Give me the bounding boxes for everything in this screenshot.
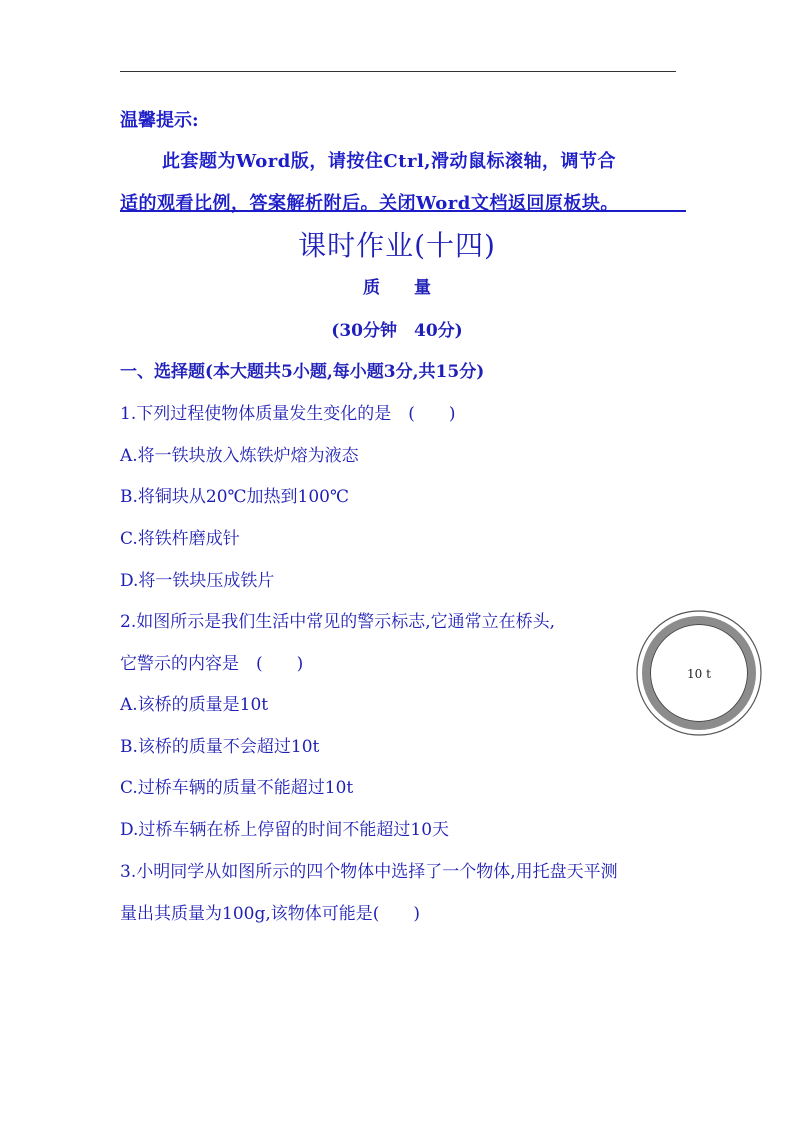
q1-stem: 1.下列过程使物体质量发生变化的是 ( ) — [120, 404, 456, 424]
q1-option-b: B.将铜块从20℃加热到100℃ — [120, 487, 350, 507]
q2-stem-line-2: 它警示的内容是 ( ) — [120, 654, 304, 674]
page-subtitle: 质 量 — [363, 278, 431, 298]
q2-option-a: A.该桥的质量是10t — [120, 695, 269, 715]
tip-line-2: 适的观看比例，答案解析附后。关闭Word文档返回原板块。 — [120, 193, 619, 214]
q2-option-b: B.该桥的质量不会超过10t — [120, 737, 320, 757]
header-rule — [120, 71, 676, 72]
q3-stem-line-2: 量出其质量为100g,该物体可能是( ) — [120, 904, 420, 924]
q1-option-c: C.将铁杵磨成针 — [120, 529, 240, 549]
section-heading: 一、选择题(本大题共5小题,每小题3分,共15分) — [120, 362, 485, 382]
tip-underline — [120, 210, 686, 212]
tip-line-1: 此套题为Word版，请按住Ctrl,滑动鼠标滚轴，调节合 — [162, 151, 617, 172]
tip-heading: 温馨提示: — [120, 110, 199, 131]
sign-label: 10 t — [687, 667, 711, 681]
q1-option-d: D.将一铁块压成铁片 — [120, 571, 275, 591]
weight-limit-sign-figure — [635, 609, 763, 737]
page-title: 课时作业(十四) — [298, 229, 496, 262]
q2-option-d: D.过桥车辆在桥上停留的时间不能超过10天 — [120, 820, 450, 840]
q2-option-c: C.过桥车辆的质量不能超过10t — [120, 778, 354, 798]
q1-option-a: A.将一铁块放入炼铁炉熔为液态 — [120, 446, 359, 466]
time-and-score: (30分钟 40分) — [331, 321, 463, 341]
q2-stem-line-1: 2.如图所示是我们生活中常见的警示标志,它通常立在桥头, — [120, 612, 556, 632]
q3-stem-line-1: 3.小明同学从如图所示的四个物体中选择了一个物体,用托盘天平测 — [120, 862, 618, 882]
